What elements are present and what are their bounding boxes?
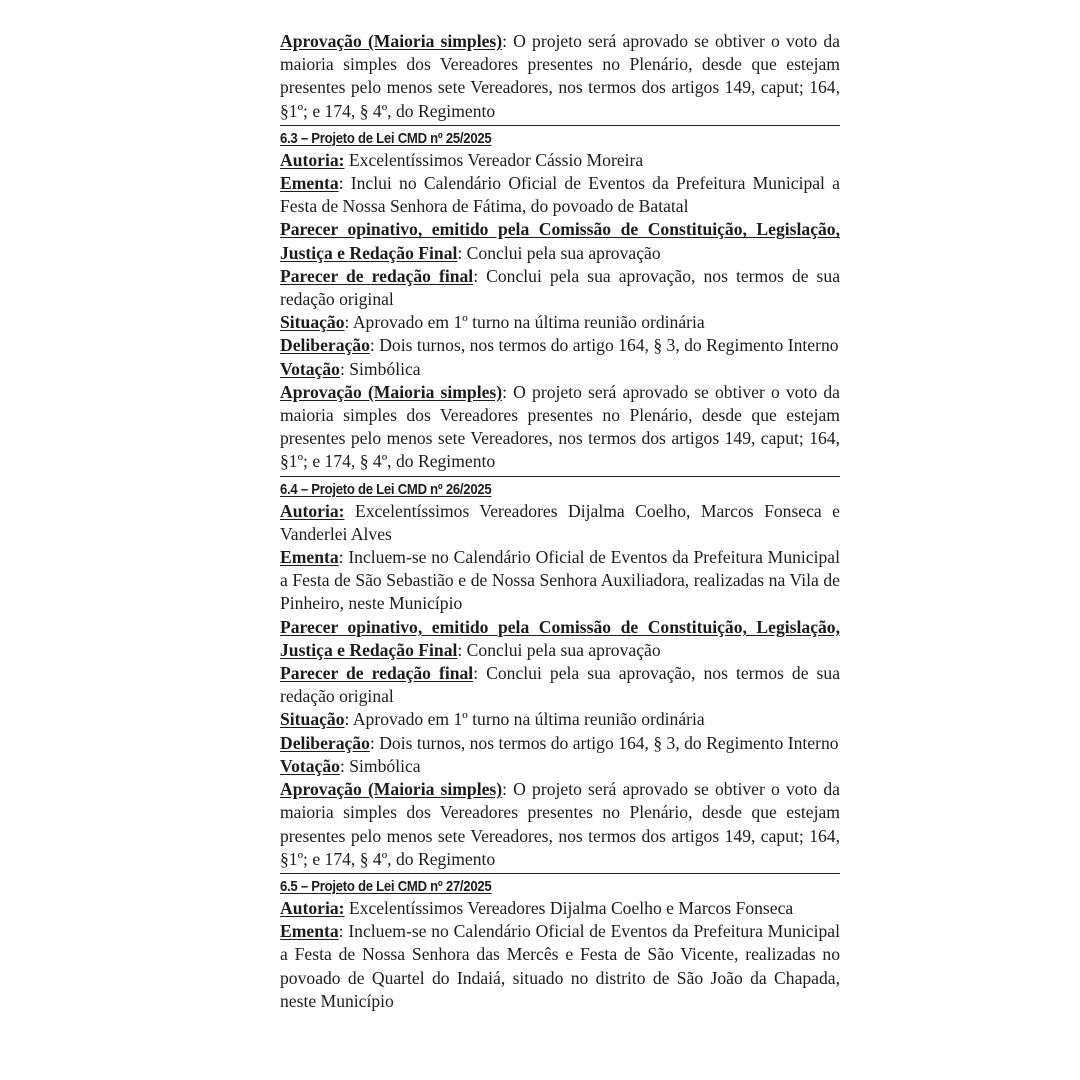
aprovacao-text: : O projeto será aprovado se obtiver o voto da maioria simples dos Vereadores presentes no Plenário, desde que estejam presentes pelo menos sete Vereadores, nos termos dos artigos 149, caput; 164, §1º; e 174, § 4º, do Regimento: [280, 779, 840, 869]
ementa-paragraph: [280, 920, 840, 1013]
votacao-label: Votação: [280, 358, 340, 379]
section-heading: 6.4 – Projeto de Lei CMD nº 26/2025: [280, 481, 492, 498]
ementa-label: Ementa: [280, 173, 339, 194]
situacao-paragraph: [280, 708, 840, 731]
situacao-label: Situação: [280, 709, 345, 730]
parecer-redacao-label: Parecer de redação final: [280, 265, 474, 286]
parecer-redacao-label: Parecer de redação final: [280, 663, 474, 684]
ementa-text: : Incluem-se no Calendário Oficial de Eventos da Prefeitura Municipal a Festa de São Sebastião e de Nossa Senhora Auxiliadora, realizadas na Vila de Pinheiro, neste Município: [280, 547, 840, 614]
section-heading: 6.3 – Projeto de Lei CMD nº 25/2025: [280, 130, 492, 147]
situacao-text: : Aprovado em 1º turno na última reunião ordinária: [344, 312, 705, 333]
ementa-label: Ementa: [280, 921, 339, 942]
parecer-redacao-text: : Conclui pela sua aprovação, nos termos de sua redação original: [280, 265, 841, 310]
parecer-opinativo-paragraph: [280, 616, 840, 662]
deliberacao-label: Deliberação: [280, 335, 370, 356]
section-6-4: [280, 480, 840, 871]
autoria-paragraph: [280, 149, 840, 172]
autoria-label: Autoria:: [280, 500, 345, 521]
deliberacao-paragraph: [280, 334, 840, 357]
autoria-label: Autoria:: [280, 149, 345, 170]
situacao-label: Situação: [280, 312, 345, 333]
parecer-opinativo-label: Parecer opinativo, emitido pela Comissão de Constituição, Legislação, Justiça e Redação Final: [280, 616, 840, 660]
parecer-opinativo-text: : Conclui pela sua aprovação: [457, 242, 661, 263]
aprovacao-text: : O projeto será aprovado se obtiver o voto da maioria simples dos Vereadores presentes no Plenário, desde que estejam presentes pelo menos sete Vereadores, nos termos dos artigos 149, caput; 164, §1º; e 174, § 4º, do Regimento: [280, 31, 840, 121]
deliberacao-text: : Dois turnos, nos termos do artigo 164, § 3, do Regimento Interno: [369, 732, 839, 753]
parecer-redacao-paragraph: [280, 662, 840, 708]
aprovacao-label: Aprovação (Maioria simples): [280, 381, 503, 402]
section-divider: [280, 125, 840, 126]
situacao-text: : Aprovado em 1º turno na última reunião ordinária: [344, 709, 705, 730]
parecer-opinativo-text: : Conclui pela sua aprovação: [457, 639, 661, 660]
aprovacao-paragraph: [280, 381, 840, 474]
votacao-label: Votação: [280, 755, 340, 776]
section-6-3: [280, 129, 840, 474]
parecer-opinativo-paragraph: [280, 218, 840, 264]
ementa-text: : Incluem-se no Calendário Oficial de Eventos da Prefeitura Municipal a Festa de Nossa Senhora das Mercês e Festa de São Vicente, realizadas no povoado de Quartel do Indaiá, situado no distrito de São João da Chapada, neste Município: [280, 921, 840, 1011]
votacao-paragraph: [280, 358, 840, 381]
autoria-paragraph: [280, 897, 840, 920]
parecer-redacao-text: : Conclui pela sua aprovação, nos termos de sua redação original: [280, 663, 841, 707]
votacao-text: : Simbólica: [339, 358, 421, 379]
document-column: [280, 30, 840, 1013]
ementa-paragraph: [280, 546, 840, 616]
section-divider: [280, 476, 840, 477]
situacao-paragraph: [280, 311, 840, 334]
deliberacao-label: Deliberação: [280, 732, 370, 753]
autoria-text: Excelentíssimos Vereador Cássio Moreira: [344, 149, 644, 170]
section-heading: 6.5 – Projeto de Lei CMD nº 27/2025: [280, 878, 492, 895]
ementa-text: : Inclui no Calendário Oficial de Eventos da Prefeitura Municipal a Festa de Nossa Senhora de Fátima, do povoado de Batatal: [280, 173, 840, 217]
autoria-text: Excelentíssimos Vereadores Dijalma Coelho, Marcos Fonseca e Vanderlei Alves: [280, 500, 840, 544]
aprovacao-text: : O projeto será aprovado se obtiver o voto da maioria simples dos Vereadores presentes no Plenário, desde que estejam presentes pelo menos sete Vereadores, nos termos dos artigos 149, caput; 164, §1º; e 174, § 4º, do Regimento: [280, 381, 840, 472]
section-6-5: [280, 877, 840, 1013]
deliberacao-paragraph: [280, 732, 840, 755]
aprovacao-paragraph: [280, 778, 840, 871]
aprovacao-label: Aprovação (Maioria simples): [280, 31, 503, 51]
autoria-text: Excelentíssimos Vereadores Dijalma Coelho e Marcos Fonseca: [344, 897, 794, 918]
top-aprovacao-paragraph: [280, 30, 840, 123]
autoria-label: Autoria:: [280, 897, 345, 918]
votacao-text: : Simbólica: [339, 755, 421, 776]
section-divider: [280, 873, 840, 874]
ementa-label: Ementa: [280, 547, 339, 568]
aprovacao-label: Aprovação (Maioria simples): [280, 779, 503, 800]
ementa-paragraph: [280, 172, 840, 218]
parecer-redacao-paragraph: [280, 265, 840, 311]
parecer-opinativo-label: Parecer opinativo, emitido pela Comissão de Constituição, Legislação, Justiça e Redação Final: [280, 219, 840, 263]
autoria-paragraph: [280, 500, 840, 546]
votacao-paragraph: [280, 755, 840, 778]
deliberacao-text: : Dois turnos, nos termos do artigo 164, § 3, do Regimento Interno: [369, 335, 839, 356]
